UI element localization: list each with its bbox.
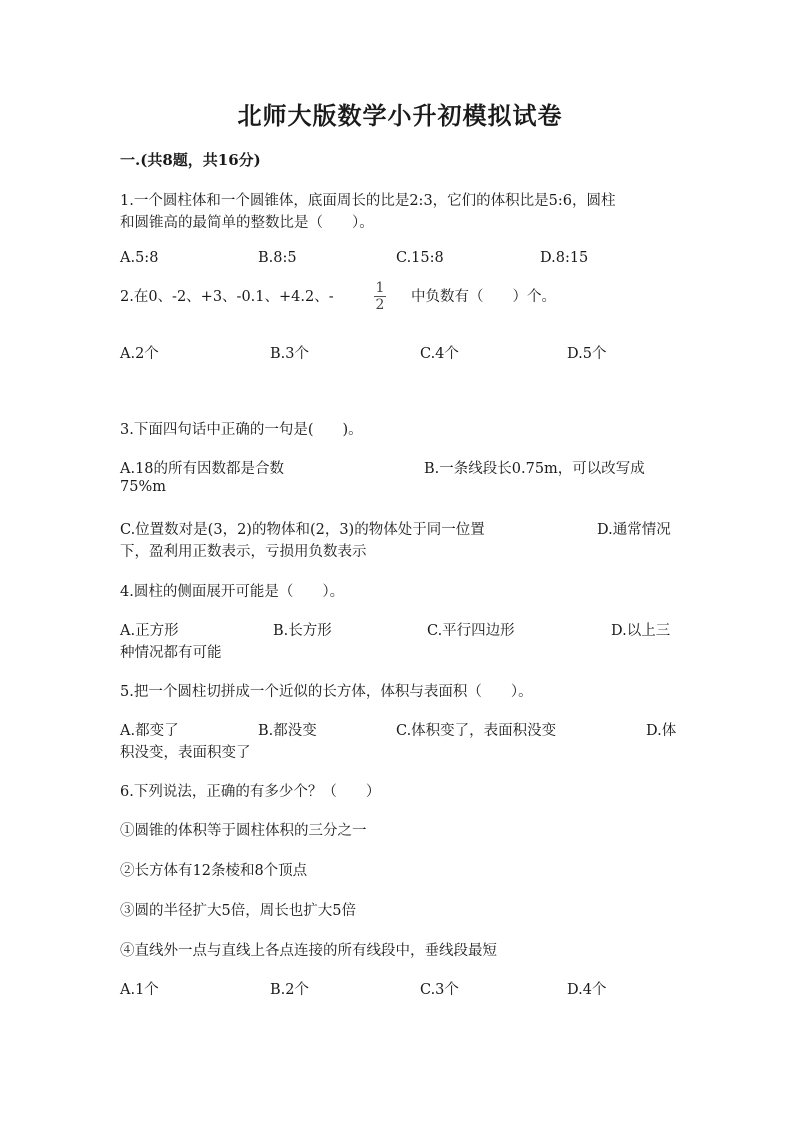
question-1-option-b: B.8:5 <box>258 250 297 266</box>
question-6-option-d: D.4个 <box>567 982 607 998</box>
question-3-option-a: A.18的所有因数都是合数 <box>120 461 285 477</box>
question-3-option-b: B.一条线段长0.75m，可以改写成 <box>424 461 645 477</box>
question-4-option-b: B.长方形 <box>273 623 332 639</box>
question-2-option-c: C.4个 <box>420 346 459 362</box>
question-3-option-d: D.通常情况 <box>597 522 671 538</box>
question-5-option-a: A.都变了 <box>120 723 179 739</box>
question-4-option-d: D.以上三 <box>611 623 671 639</box>
question-5-stem: 5.把一个圆柱切拼成一个近似的长方体，体积与表面积（ ）。 <box>120 684 533 700</box>
question-2-option-d: D.5个 <box>567 346 607 362</box>
section-heading: 一.(共8题，共16分) <box>120 151 261 169</box>
question-3-stem: 3.下面四句话中正确的一句是( )。 <box>120 422 363 438</box>
fraction-numerator: 1 <box>375 280 385 296</box>
exam-title: 北师大版数学小升初模拟试卷 <box>237 101 563 130</box>
question-6-statement-4: ④直线外一点与直线上各点连接的所有线段中，垂线段最短 <box>120 943 497 959</box>
question-6-statement-1: ①圆锥的体积等于圆柱体积的三分之一 <box>120 823 367 839</box>
question-2-option-b: B.3个 <box>270 346 309 362</box>
question-5-option-c: C.体积变了，表面积没变 <box>396 723 557 739</box>
question-4-stem: 4.圆柱的侧面展开可能是（ ）。 <box>120 584 345 600</box>
question-3-option-c: C.位置数对是(3，2)的物体和(2，3)的物体处于同一位置 <box>120 522 485 538</box>
question-2-text-after: 中负数有（ ）个。 <box>411 289 556 305</box>
question-5-option-d: D.体 <box>646 723 677 739</box>
question-2-text-before: 2.在0、-2、+3、-0.1、+4.2、- <box>120 289 334 305</box>
question-3-option-d-continued: 下，盈利用正数表示，亏损用负数表示 <box>120 544 367 560</box>
question-4-option-a: A.正方形 <box>120 623 179 639</box>
fraction-denominator: 2 <box>375 297 385 313</box>
question-1-option-a: A.5:8 <box>120 250 159 266</box>
question-6-option-a: A.1个 <box>120 982 159 998</box>
question-2-option-a: A.2个 <box>120 346 159 362</box>
question-1-line-2: 和圆锥高的最简单的整数比是（ ）。 <box>120 215 374 231</box>
question-6-stem: 6.下列说法，正确的有多少个？（ ） <box>120 784 381 800</box>
question-4-option-d-continued: 种情况都有可能 <box>120 645 222 661</box>
question-1-option-c: C.15:8 <box>396 250 444 266</box>
question-2-fraction <box>372 280 388 313</box>
question-6-option-b: B.2个 <box>270 982 309 998</box>
question-6-statement-3: ③圆的半径扩大5倍，周长也扩大5倍 <box>120 903 356 919</box>
question-5-option-b: B.都没变 <box>258 723 317 739</box>
question-6-statement-2: ②长方体有12条棱和8个顶点 <box>120 863 308 879</box>
question-5-option-d-continued: 积没变，表面积变了 <box>120 745 251 761</box>
question-6-option-c: C.3个 <box>420 982 459 998</box>
question-1-option-d: D.8:15 <box>540 250 589 266</box>
question-4-option-c: C.平行四边形 <box>427 623 515 639</box>
question-3-option-b-continued: 75%m <box>120 479 166 495</box>
question-1-line-1: 1.一个圆柱体和一个圆锥体，底面周长的比是2:3，它们的体积比是5:6，圆柱 <box>120 193 616 209</box>
